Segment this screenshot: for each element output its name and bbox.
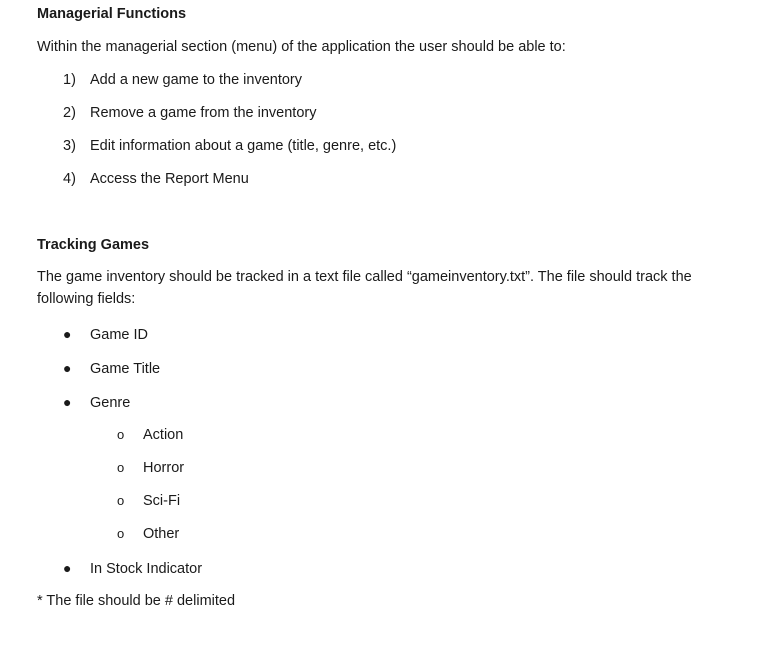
- circle-bullet-icon: o: [117, 526, 125, 541]
- list-item-text: Game Title: [90, 361, 161, 377]
- tracking-intro-paragraph: The game inventory should be tracked in a text file called “gameinventory.txt”. The file should track the following fields:: [37, 269, 692, 307]
- list-item-text: Edit information about a game (title, genre, etc.): [90, 138, 397, 154]
- list-item-text: In Stock Indicator: [90, 561, 203, 577]
- list-item-text: Action: [143, 427, 184, 443]
- list-item-text: Genre: [90, 395, 131, 411]
- circle-bullet-icon: o: [117, 427, 125, 442]
- list-item-text: Access the Report Menu: [90, 171, 249, 187]
- list-number: 3): [63, 138, 76, 154]
- bullet-icon: ●: [63, 560, 72, 576]
- list-item-text: Game ID: [90, 327, 149, 343]
- numbered-list-item: [63, 105, 316, 121]
- list-number: 1): [63, 72, 76, 88]
- managerial-intro-paragraph: Within the managerial section (menu) of the application the user should be able to:: [37, 39, 566, 55]
- bullet-list-item: [63, 360, 160, 377]
- sub-list-item: [117, 427, 183, 443]
- sub-list-item: [117, 460, 184, 476]
- delimiter-note: * The file should be # delimited: [37, 593, 236, 609]
- bullet-icon: ●: [63, 326, 72, 342]
- list-item-text: Remove a game from the inventory: [90, 105, 317, 121]
- sub-list-item: [117, 493, 180, 509]
- circle-bullet-icon: o: [117, 460, 125, 475]
- list-item-text: Other: [143, 526, 180, 542]
- numbered-list-item: [63, 171, 249, 187]
- numbered-list-item: [63, 72, 302, 88]
- list-item-text: Add a new game to the inventory: [90, 72, 302, 88]
- bullet-icon: ●: [63, 394, 72, 410]
- bullet-list-item: [63, 394, 130, 411]
- list-item-text: Horror: [143, 460, 185, 476]
- list-item-text: Sci-Fi: [143, 493, 181, 509]
- circle-bullet-icon: o: [117, 493, 125, 508]
- managerial-functions-heading: Managerial Functions: [37, 6, 187, 22]
- bullet-list-item: [63, 326, 148, 343]
- bullet-icon: ●: [63, 360, 72, 376]
- list-number: 2): [63, 105, 76, 121]
- sub-list-item: [117, 526, 179, 542]
- bullet-list-item: [63, 560, 202, 577]
- list-number: 4): [63, 171, 76, 187]
- numbered-list-item: [63, 138, 396, 154]
- tracking-games-heading: Tracking Games: [37, 237, 150, 253]
